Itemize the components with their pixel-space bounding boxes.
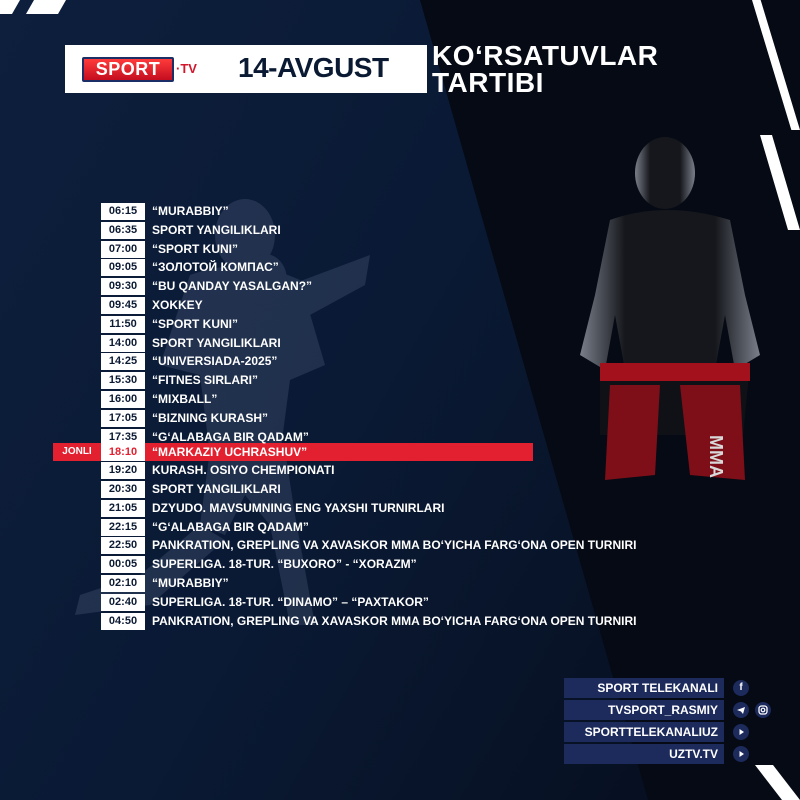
social-label: SPORTTELEKANALIUZ	[564, 722, 724, 742]
program-title: “MURABBIY”	[152, 576, 229, 590]
youtube-icon[interactable]	[733, 724, 749, 740]
social-label: TVSPORT_RASMIY	[564, 700, 724, 720]
schedule-date: 14-AVGUST	[238, 52, 389, 83]
program-title: PANKRATION, GREPLING VA XAVASKOR MMA BO‘YICHA FARG‘ONA OPEN TURNIRI	[152, 613, 637, 628]
program-title: “G‘ALABAGA BIR QADAM”	[152, 429, 309, 444]
page-title	[432, 42, 658, 96]
time-badge: 04:50	[101, 613, 145, 630]
schedule-row	[101, 556, 701, 573]
time-badge: 17:35	[101, 429, 145, 446]
schedule-row	[101, 594, 701, 611]
schedule-row	[101, 297, 701, 314]
time-badge: 21:05	[101, 500, 145, 517]
social-label: UZTV.TV	[564, 744, 724, 764]
time-badge: 02:10	[101, 575, 145, 592]
time-badge: 22:15	[101, 519, 145, 536]
program-title: “MARKAZIY UCHRASHUV”	[152, 445, 308, 459]
schedule-row	[101, 537, 701, 554]
schedule-row	[101, 500, 701, 517]
schedule-row	[101, 259, 701, 276]
schedule-row	[101, 372, 701, 389]
program-title: DZYUDO. MAVSUMNING ENG YAXSHI TURNIRLARI	[152, 500, 445, 515]
program-title: SUPERLIGA. 18-TUR. “DINAMO” – “PAXTAKOR”	[152, 594, 429, 609]
time-badge: 14:25	[101, 353, 145, 370]
facebook-icon[interactable]: f	[733, 680, 749, 696]
schedule-row	[101, 462, 701, 479]
program-title: XOKKEY	[152, 298, 203, 312]
telegram-icon[interactable]	[733, 702, 749, 718]
schedule-row	[101, 519, 701, 536]
schedule-row	[101, 353, 701, 370]
program-title: PANKRATION, GREPLING VA XAVASKOR MMA BO‘YICHA FARG‘ONA OPEN TURNIRI	[152, 538, 637, 553]
svg-text:MMA: MMA	[706, 435, 726, 478]
time-badge: 20:30	[101, 481, 145, 498]
title-line-2: TARTIBI	[432, 67, 544, 98]
time-badge: 06:15	[101, 203, 145, 220]
time-badge: 15:30	[101, 372, 145, 389]
program-title: KURASH. OSIYO CHEMPIONATI	[152, 463, 335, 478]
program-title: SUPERLIGA. 18-TUR. “BUXORO” - “XORAZM”	[152, 557, 417, 572]
time-badge: 18:10	[101, 444, 145, 461]
program-title: SPORT YANGILIKLARI	[152, 335, 281, 350]
social-label: SPORT TELEKANALI	[564, 678, 724, 698]
time-badge: 14:00	[101, 335, 145, 352]
social-facebook-link[interactable]	[564, 678, 784, 698]
program-title: “SPORT KUNI”	[152, 316, 239, 331]
time-badge: 07:00	[101, 241, 145, 258]
schedule-row	[101, 203, 701, 220]
program-title: “SPORT KUNI”	[152, 241, 239, 256]
schedule-row	[101, 410, 701, 427]
time-badge: 22:50	[101, 537, 145, 554]
program-title: SPORT YANGILIKLARI	[152, 222, 281, 237]
time-badge: 19:20	[101, 462, 145, 479]
sport-tv-logo	[82, 57, 202, 82]
schedule-row	[101, 391, 701, 408]
program-title: SPORT YANGILIKLARI	[152, 482, 281, 496]
program-title: “UNIVERSIADA-2025”	[152, 354, 278, 369]
social-website-link[interactable]	[564, 744, 784, 764]
logo-sport-text: SPORT	[82, 57, 174, 82]
schedule-row	[101, 481, 701, 498]
schedule-row	[101, 278, 701, 295]
social-youtube-link[interactable]	[564, 722, 784, 742]
program-title: “MURABBIY”	[152, 204, 229, 218]
time-badge: 11:50	[101, 316, 145, 333]
time-badge: 00:05	[101, 556, 145, 573]
program-title: “BU QANDAY YASALGAN?”	[152, 279, 313, 294]
schedule-row	[101, 613, 701, 630]
play-icon[interactable]	[733, 746, 749, 762]
logo-tv-text: ·TV	[176, 61, 197, 76]
time-badge: 09:45	[101, 297, 145, 314]
schedule-row-live	[101, 444, 701, 461]
time-badge: 16:00	[101, 391, 145, 408]
live-badge: JONLI	[62, 446, 92, 457]
title-line-1: KO‘RSATUVLAR	[432, 40, 659, 71]
schedule-row	[101, 222, 701, 239]
instagram-icon[interactable]	[755, 702, 771, 718]
time-badge: 09:30	[101, 278, 145, 295]
schedule-row	[101, 575, 701, 592]
program-title: “ЗОЛОТОЙ КОМПАС”	[152, 260, 279, 275]
program-title: “MIXBALL”	[152, 392, 218, 406]
time-badge: 17:05	[101, 410, 145, 427]
schedule-row	[101, 241, 701, 258]
time-badge: 09:05	[101, 259, 145, 276]
social-telegram-instagram-link[interactable]	[564, 700, 784, 720]
program-title: “BIZNING KURASH”	[152, 410, 268, 425]
program-title: “G‘ALABAGA BIR QADAM”	[152, 519, 309, 534]
program-title: “FITNES SIRLARI”	[152, 373, 259, 388]
time-badge: 02:40	[101, 594, 145, 611]
time-badge: 06:35	[101, 222, 145, 239]
schedule-row	[101, 316, 701, 333]
schedule-row	[101, 335, 701, 352]
